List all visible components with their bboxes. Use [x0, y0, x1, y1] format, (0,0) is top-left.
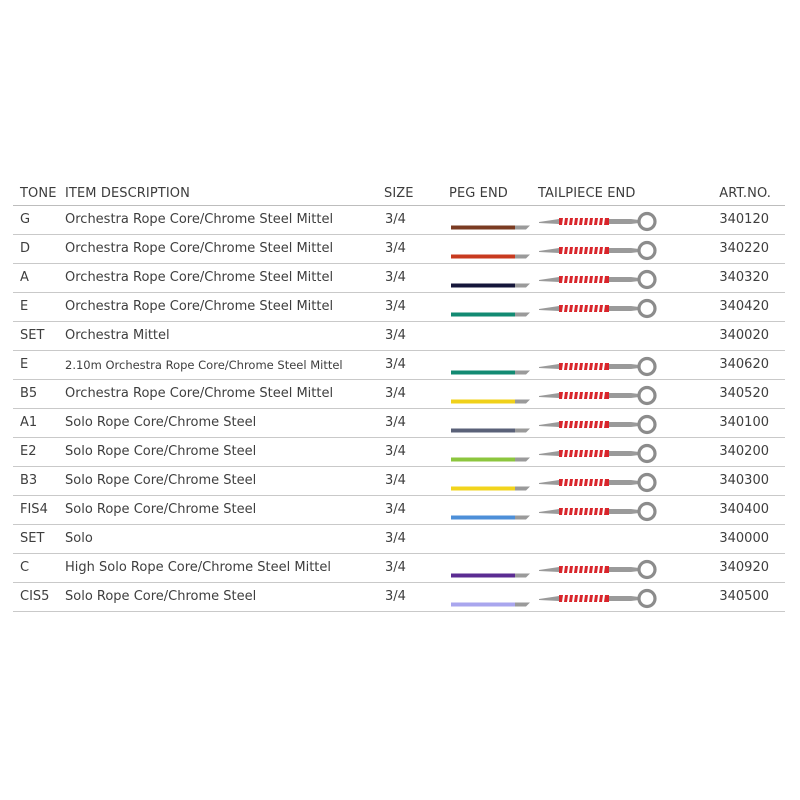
peg-end-color-wrap [451, 516, 515, 520]
tone-cell: D [20, 241, 31, 256]
table-row [13, 235, 785, 264]
table-row [13, 351, 785, 380]
tailpiece-end-cell [539, 239, 667, 265]
art-no-cell: 340220 [719, 241, 769, 256]
tailpiece-wire [539, 422, 559, 427]
tailpiece-loop-ring [639, 243, 655, 259]
tone-cell: G [20, 212, 31, 227]
peg-end-cell [451, 507, 531, 526]
header-item-description: ITEM DESCRIPTION [65, 186, 190, 201]
item-description-cell: Solo Rope Core/Chrome Steel [65, 444, 257, 459]
peg-end-color-wrap [451, 487, 515, 491]
peg-end-cell [451, 304, 531, 323]
item-description-cell: Orchestra Rope Core/Chrome Steel Mittel [65, 299, 334, 314]
peg-end-image [451, 456, 531, 464]
item-description-cell: Orchestra Rope Core/Chrome Steel Mittel [65, 241, 334, 256]
peg-end-cell [451, 478, 531, 497]
art-no-cell: 340920 [719, 560, 769, 575]
table-row [13, 380, 785, 409]
art-no-cell: 340320 [719, 270, 769, 285]
peg-end-image [451, 572, 531, 580]
peg-end-color-wrap [451, 429, 515, 433]
table-row [13, 525, 785, 554]
art-no-cell: 340520 [719, 386, 769, 401]
tailpiece-loop-ring [639, 388, 655, 404]
size-cell: 3/4 [385, 502, 406, 517]
tailpiece-end-image [539, 558, 667, 580]
size-cell: 3/4 [385, 241, 406, 256]
peg-end-tip [515, 429, 530, 433]
art-no-cell: 340100 [719, 415, 769, 430]
peg-end-image [451, 398, 531, 406]
tone-cell: CIS5 [20, 589, 50, 604]
tone-cell: A [20, 270, 29, 285]
tailpiece-end-image [539, 355, 667, 377]
art-no-cell: 340400 [719, 502, 769, 517]
table-row [13, 264, 785, 293]
tailpiece-end-cell [539, 413, 667, 439]
tailpiece-end-image [539, 384, 667, 406]
art-no-cell: 340120 [719, 212, 769, 227]
tailpiece-end-cell [539, 471, 667, 497]
peg-end-image [451, 485, 531, 493]
peg-end-cell [451, 420, 531, 439]
peg-end-image [451, 427, 531, 435]
tailpiece-end-image [539, 297, 667, 319]
tailpiece-loop-ring [639, 562, 655, 578]
tailpiece-end-image [539, 471, 667, 493]
peg-end-image [451, 224, 531, 232]
tailpiece-end-image [539, 587, 667, 609]
size-cell: 3/4 [385, 444, 406, 459]
tailpiece-end-cell [539, 297, 667, 323]
item-description-cell: 2.10m Orchestra Rope Core/Chrome Steel Mittel [65, 358, 343, 372]
peg-end-tip [515, 487, 530, 491]
size-cell: 3/4 [385, 415, 406, 430]
tailpiece-steel [609, 219, 631, 224]
art-no-cell: 340500 [719, 589, 769, 604]
peg-end-cell [451, 217, 531, 236]
peg-end-tip [515, 371, 530, 375]
tailpiece-steel [609, 422, 631, 427]
peg-end-tip [515, 284, 530, 288]
tailpiece-end-cell [539, 268, 667, 294]
header-art-no: ART.NO. [719, 186, 771, 201]
tailpiece-wire [539, 509, 559, 514]
tailpiece-end-image [539, 500, 667, 522]
tailpiece-steel [609, 277, 631, 282]
tailpiece-loop-ring [639, 504, 655, 520]
art-no-cell: 340300 [719, 473, 769, 488]
size-cell: 3/4 [385, 531, 406, 546]
peg-end-cell [451, 449, 531, 468]
tailpiece-wire [539, 567, 559, 572]
tailpiece-wire [539, 306, 559, 311]
string-table [13, 185, 785, 612]
tailpiece-end-image [539, 442, 667, 464]
peg-end-image [451, 311, 531, 319]
tailpiece-loop-ring [639, 272, 655, 288]
art-no-cell: 340200 [719, 444, 769, 459]
size-cell: 3/4 [385, 589, 406, 604]
tone-cell: B5 [20, 386, 38, 401]
table-row [13, 467, 785, 496]
peg-end-color-wrap [451, 226, 515, 230]
peg-end-tip [515, 516, 530, 520]
header-peg-end: PEG END [449, 186, 508, 201]
size-cell: 3/4 [385, 386, 406, 401]
table-row [13, 496, 785, 525]
tone-cell: E2 [20, 444, 37, 459]
tailpiece-steel [609, 306, 631, 311]
tailpiece-steel [609, 509, 631, 514]
peg-end-cell [451, 275, 531, 294]
tone-cell: C [20, 560, 30, 575]
tailpiece-end-cell [539, 210, 667, 236]
peg-end-tip [515, 458, 530, 462]
art-no-cell: 340020 [719, 328, 769, 343]
tailpiece-wire [539, 248, 559, 253]
table-row [13, 293, 785, 322]
item-description-cell: Solo Rope Core/Chrome Steel [65, 415, 257, 430]
item-description-cell: Solo Rope Core/Chrome Steel [65, 589, 257, 604]
tailpiece-steel [609, 596, 631, 601]
tailpiece-loop-ring [639, 359, 655, 375]
size-cell: 3/4 [385, 473, 406, 488]
table-row [13, 438, 785, 467]
table-row [13, 409, 785, 438]
peg-end-tip [515, 603, 530, 607]
tailpiece-wire [539, 480, 559, 485]
tailpiece-end-cell [539, 500, 667, 526]
tailpiece-steel [609, 248, 631, 253]
peg-end-tip [515, 574, 530, 578]
tailpiece-loop-ring [639, 591, 655, 607]
tailpiece-wire [539, 596, 559, 601]
tailpiece-loop-ring [639, 417, 655, 433]
tailpiece-wire [539, 277, 559, 282]
peg-end-color-wrap [451, 284, 515, 288]
art-no-cell: 340620 [719, 357, 769, 372]
size-cell: 3/4 [385, 328, 406, 343]
size-cell: 3/4 [385, 299, 406, 314]
header-size: SIZE [384, 186, 414, 201]
tailpiece-end-cell [539, 442, 667, 468]
tailpiece-loop-ring [639, 475, 655, 491]
tailpiece-end-cell [539, 355, 667, 381]
tailpiece-end-cell [539, 558, 667, 584]
tailpiece-steel [609, 480, 631, 485]
item-description-cell: Orchestra Rope Core/Chrome Steel Mittel [65, 212, 334, 227]
tone-cell: E [20, 357, 29, 372]
tailpiece-wire [539, 451, 559, 456]
tailpiece-end-cell [539, 587, 667, 613]
tailpiece-end-image [539, 413, 667, 435]
tailpiece-steel [609, 364, 631, 369]
table-row [13, 583, 785, 612]
peg-end-tip [515, 226, 530, 230]
peg-end-tip [515, 255, 530, 259]
peg-end-color-wrap [451, 574, 515, 578]
art-no-cell: 340420 [719, 299, 769, 314]
peg-end-image [451, 282, 531, 290]
size-cell: 3/4 [385, 357, 406, 372]
peg-end-cell [451, 565, 531, 584]
tailpiece-steel [609, 393, 631, 398]
item-description-cell: High Solo Rope Core/Chrome Steel Mittel [65, 560, 332, 575]
peg-end-color-wrap [451, 458, 515, 462]
item-description-cell: Orchestra Rope Core/Chrome Steel Mittel [65, 386, 334, 401]
tone-cell: SET [20, 531, 45, 546]
tone-cell: SET [20, 328, 45, 343]
peg-end-color-wrap [451, 255, 515, 259]
table-row [13, 206, 785, 235]
tailpiece-loop-ring [639, 214, 655, 230]
peg-end-color-wrap [451, 313, 515, 317]
tailpiece-end-image [539, 210, 667, 232]
tailpiece-end-image [539, 268, 667, 290]
item-description-cell: Solo [65, 531, 93, 546]
peg-end-cell [451, 391, 531, 410]
peg-end-tip [515, 400, 530, 404]
header-tone: TONE [20, 186, 57, 201]
peg-end-image [451, 514, 531, 522]
tailpiece-end-cell [539, 384, 667, 410]
peg-end-color-wrap [451, 400, 515, 404]
peg-end-cell [451, 362, 531, 381]
peg-end-cell [451, 246, 531, 265]
peg-end-image [451, 601, 531, 609]
item-description-cell: Orchestra Mittel [65, 328, 170, 343]
size-cell: 3/4 [385, 212, 406, 227]
tailpiece-wire [539, 219, 559, 224]
tailpiece-steel [609, 451, 631, 456]
peg-end-image [451, 253, 531, 261]
size-cell: 3/4 [385, 560, 406, 575]
tailpiece-loop-ring [639, 301, 655, 317]
item-description-cell: Solo Rope Core/Chrome Steel [65, 502, 257, 517]
table-header [13, 185, 785, 206]
peg-end-cell [451, 594, 531, 613]
peg-end-color-wrap [451, 603, 515, 607]
tone-cell: B3 [20, 473, 38, 488]
size-cell: 3/4 [385, 270, 406, 285]
table-row [13, 322, 785, 351]
tailpiece-end-image [539, 239, 667, 261]
item-description-cell: Solo Rope Core/Chrome Steel [65, 473, 257, 488]
tailpiece-wire [539, 364, 559, 369]
header-tailpiece-end: TAILPIECE END [538, 186, 636, 201]
tone-cell: A1 [20, 415, 38, 430]
art-no-cell: 340000 [719, 531, 769, 546]
tailpiece-wire [539, 393, 559, 398]
tailpiece-steel [609, 567, 631, 572]
table-row [13, 554, 785, 583]
tailpiece-loop-ring [639, 446, 655, 462]
tone-cell: FIS4 [20, 502, 48, 517]
item-description-cell: Orchestra Rope Core/Chrome Steel Mittel [65, 270, 334, 285]
peg-end-image [451, 369, 531, 377]
tone-cell: E [20, 299, 29, 314]
table-body [13, 206, 785, 612]
peg-end-tip [515, 313, 530, 317]
peg-end-color-wrap [451, 371, 515, 375]
